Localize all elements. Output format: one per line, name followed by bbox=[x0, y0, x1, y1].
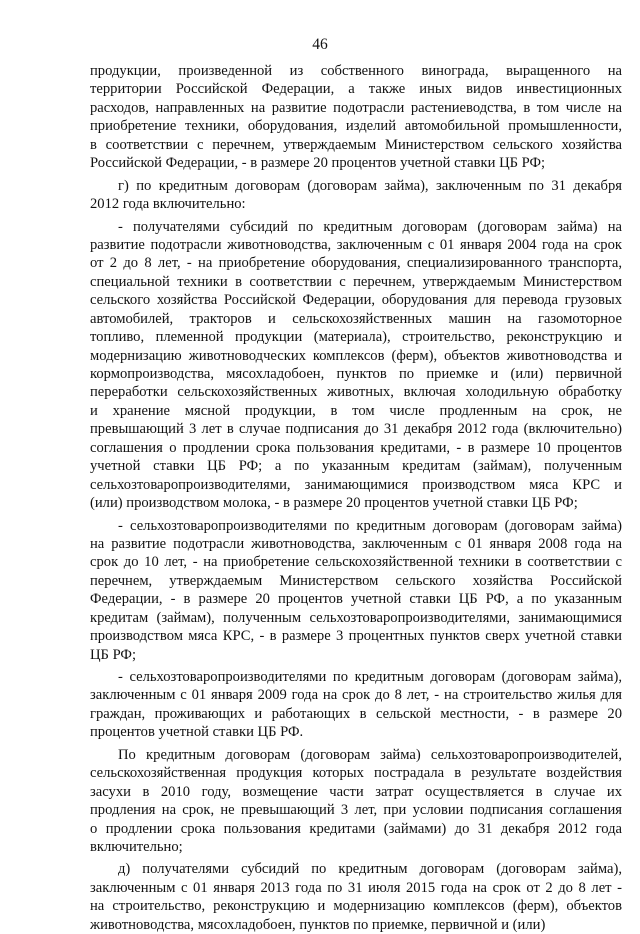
paragraph bbox=[90, 62, 622, 173]
text-line: топливо, племенной продукции (материала), строительство, реконструкцию и bbox=[90, 329, 622, 346]
text-line: включительно; bbox=[90, 838, 183, 855]
text-line: продления на срок, не превышающий 3 лет, при условии подписания соглашения bbox=[90, 802, 622, 819]
text-line: - сельхозтоваропроизводителями по кредитным договорам (договорам займа) bbox=[118, 517, 622, 534]
text-line: и хранение мясной продукции, в том числе продленным на срок, не bbox=[90, 402, 622, 419]
paragraph bbox=[90, 860, 622, 934]
text-line: переработки сельскохозяйственных животных, включая холодильную обработку bbox=[90, 384, 622, 401]
text-line: приобретение техники, оборудования, изделий автомобильной промышленности, bbox=[90, 118, 622, 135]
text-line: д) получателями субсидий по кредитным договорам (договорам займа), bbox=[118, 861, 622, 878]
text-line: на развитие подотрасли животноводства, заключенным с 01 января 2008 года на bbox=[90, 535, 622, 552]
text-line: территории Российской Федерации, а также иных видов инвестиционных bbox=[90, 81, 622, 98]
text-line: соглашения о продлении срока пользования кредитами, - в размере 10 процентов bbox=[90, 439, 622, 456]
text-line: расходов, направленных на развитие подотрасли растениеводства, в том числе на bbox=[90, 99, 622, 116]
text-line: развитие подотрасли животноводства, заключенным с 01 января 2004 года на срок bbox=[90, 236, 622, 253]
text-line: модернизацию животноводческих комплексов (ферм), объектов животноводства и bbox=[90, 347, 622, 364]
text-line: перечнем, утверждаемым Министерством сельского хозяйства Российской bbox=[90, 572, 622, 589]
text-line: учетной ставки ЦБ РФ; а по указанным кредитам (займам), полученным bbox=[90, 458, 622, 475]
text-line: от 2 до 8 лет, - на приобретение оборудования, специализированного транспорта, bbox=[90, 255, 622, 272]
text-line: срок до 10 лет, - на приобретение сельскохозяйственной техники в соответствии с bbox=[90, 554, 622, 571]
paragraph bbox=[90, 668, 622, 742]
paragraph bbox=[90, 746, 622, 857]
text-line: засухи в 2010 году, возмещение части затрат осуществляется в случае их bbox=[90, 783, 622, 800]
text-line: сельского хозяйства Российской Федерации, оборудования для перевода грузовых bbox=[90, 292, 622, 309]
document-body bbox=[90, 62, 622, 934]
text-line: животноводства, мясохладобоен, пунктов по приемке, первичной и (или) bbox=[90, 916, 546, 933]
paragraph bbox=[90, 177, 622, 214]
text-line: о продлении срока пользования кредитами (займами) до 31 декабря 2012 года bbox=[90, 820, 622, 837]
page-number: 46 bbox=[312, 36, 328, 53]
text-line: По кредитным договорам (договорам займа) сельхозтоваропроизводителей, bbox=[118, 746, 622, 763]
text-line: (или) производством молока, - в размере 20 процентов учетной ставки ЦБ РФ; bbox=[90, 495, 578, 512]
text-line: граждан, проживающих и работающих в сельской местности, - в размере 20 bbox=[90, 705, 622, 722]
text-line: ЦБ РФ; bbox=[90, 646, 137, 663]
text-line: специальной техники в соответствии с перечнем, утверждаемым Министерством bbox=[90, 273, 622, 290]
text-line: процентов учетной ставки ЦБ РФ. bbox=[90, 724, 304, 741]
text-line: - сельхозтоваропроизводителями по кредитным договорам (договорам займа), bbox=[118, 669, 622, 685]
text-line: заключенным с 01 января 2009 года на срок до 8 лет, - на строительство жилья для bbox=[90, 687, 622, 704]
text-line: кредитам (займам), полученным сельхозтоваропроизводителями, занимающимися bbox=[90, 609, 622, 626]
text-line: сельхозтоваропроизводителями, занимающимися производством мяса КРС и bbox=[90, 476, 622, 493]
text-line: кормопроизводства, мясохладобоен, пунктов по приемке и (или) первичной bbox=[90, 366, 622, 382]
text-line: автомобилей, тракторов и сельскохозяйственных машин на газомоторное bbox=[90, 310, 622, 327]
text-line: продукции, произведенной из собственного винограда, выращенного на bbox=[90, 63, 622, 79]
text-line: сельскохозяйственная продукция которых пострадала в результате воздействия bbox=[90, 765, 622, 782]
text-line: г) по кредитным договорам (договорам займа), заключенным по 31 декабря bbox=[118, 177, 622, 194]
text-line: производством мяса КРС, - в размере 3 процентных пунктов сверх учетной ставки bbox=[90, 628, 622, 645]
paragraph bbox=[90, 218, 622, 513]
text-line: - получателями субсидий по кредитным договорам (договорам займа) на bbox=[118, 218, 622, 235]
text-line: Российской Федерации, - в размере 20 процентов учетной ставки ЦБ РФ; bbox=[90, 155, 546, 172]
paragraph bbox=[90, 517, 622, 665]
text-line: заключенным с 01 января 2013 года по 31 июля 2015 года на срок от 2 до 8 лет - bbox=[90, 879, 622, 896]
text-line: в соответствии с перечнем, утверждаемым Министерством сельского хозяйства bbox=[90, 136, 622, 153]
text-line: на строительство, реконструкцию и модернизацию комплексов (ферм), объектов bbox=[90, 898, 622, 915]
text-line: превышающий 3 лет в случае подписания до 31 декабря 2012 года (включительно) bbox=[90, 421, 622, 438]
text-line: 2012 года включительно: bbox=[90, 196, 246, 213]
text-line: Федерации, - в размере 20 процентов учетной ставки ЦБ РФ, а по указанным bbox=[90, 591, 622, 608]
